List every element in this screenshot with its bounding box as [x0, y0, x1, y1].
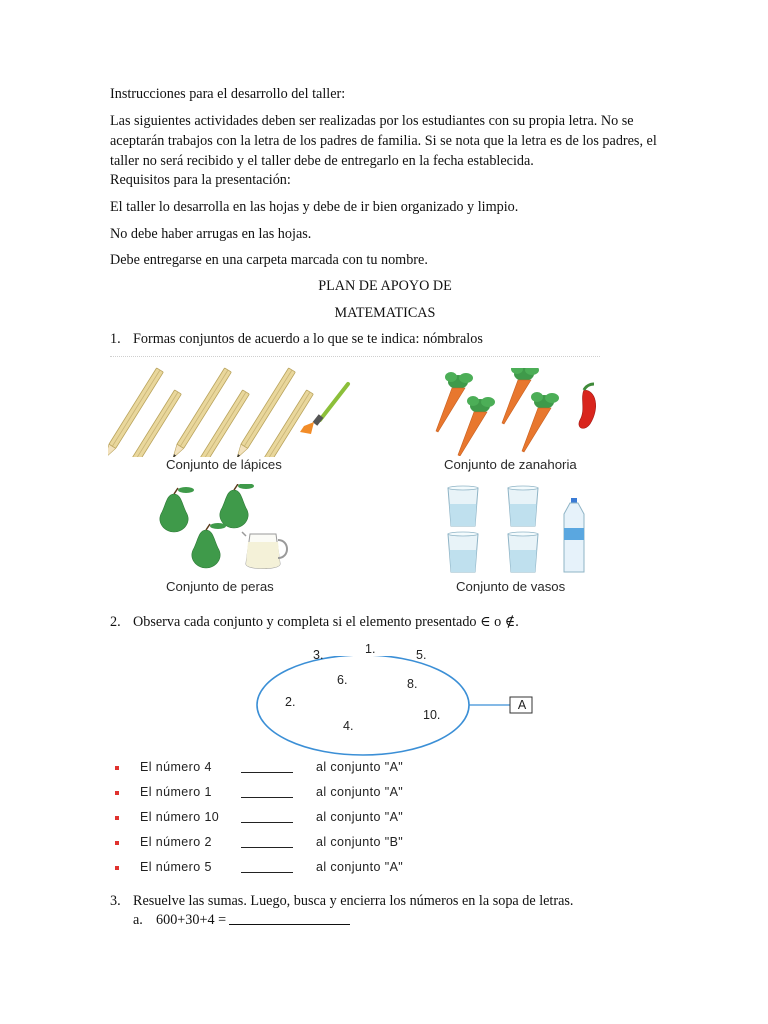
- set-element: 8.: [407, 677, 418, 691]
- statement-target: al conjunto "A": [316, 785, 404, 799]
- water-glass-icon: [448, 532, 478, 572]
- plan-title-line1: PLAN DE APOYO DE: [318, 278, 452, 294]
- bullet-icon: [115, 816, 119, 820]
- set-element: 6.: [337, 673, 348, 687]
- bullet-icon: [115, 791, 119, 795]
- answer-blank: [241, 797, 293, 798]
- statement-target: al conjunto "A": [316, 860, 404, 874]
- statement-target: al conjunto "A": [316, 760, 404, 774]
- exercise-3a-letter: a.: [133, 912, 143, 928]
- statement-number: El número 2: [140, 835, 212, 849]
- chili-pepper-icon: [579, 384, 596, 428]
- set-element: 4.: [343, 719, 354, 733]
- divider: [110, 356, 600, 357]
- pear-icon: [192, 523, 226, 568]
- statement-target: al conjunto "B": [316, 835, 404, 849]
- set-element: 10.: [423, 708, 441, 722]
- exercise-3-number: 3.: [110, 893, 121, 909]
- instructions-paragraph: [110, 111, 670, 171]
- paragraph-line: taller no será recibido y el taller debe de entregarlo en la fecha establecida.: [110, 153, 534, 169]
- pear-set-illustration: [150, 484, 300, 572]
- milk-jug-icon: [242, 532, 287, 569]
- answer-blank: [241, 822, 293, 823]
- water-glass-icon: [508, 532, 538, 572]
- exercise-1-number: 1.: [110, 331, 121, 347]
- requirement-1: El taller lo desarrolla en las hojas y debe de ir bien organizado y limpio.: [110, 199, 519, 215]
- caption-glasses: Conjunto de vasos: [456, 579, 566, 594]
- pencil-icon: [233, 368, 295, 457]
- paragraph-line: aceptarán trabajos con la letra de los padres de familia. Si se nota que la letra es de los padres, el: [110, 133, 657, 149]
- statement-number: El número 5: [140, 860, 212, 874]
- bullet-icon: [115, 766, 119, 770]
- pencil-icon: [169, 368, 231, 457]
- answer-blank: [241, 872, 293, 873]
- exercise-2-number: 2.: [110, 614, 121, 630]
- water-bottle-icon: [564, 498, 584, 572]
- pear-icon: [160, 487, 194, 532]
- caption-pears: Conjunto de peras: [166, 579, 274, 594]
- statement-number: El número 10: [140, 810, 220, 824]
- paragraph-line: Las siguientes actividades deben ser realizadas por los estudiantes con su propia letra. No se: [110, 113, 634, 129]
- bullet-icon: [115, 841, 119, 845]
- set-element: 1.: [365, 642, 376, 656]
- requirement-3: Debe entregarse en una carpeta marcada con tu nombre.: [110, 252, 428, 268]
- carrot-icon: [522, 392, 559, 452]
- pencil-set-illustration: [108, 362, 358, 457]
- set-a-label: A: [517, 698, 527, 712]
- requirements-heading: Requisitos para la presentación:: [110, 172, 291, 188]
- carrot-set-illustration: [428, 368, 608, 456]
- set-element: 5.: [416, 648, 427, 662]
- glass-set-illustration: [440, 484, 590, 576]
- statement-target: al conjunto "A": [316, 810, 404, 824]
- exercise-3-text: Resuelve las sumas. Luego, busca y encierra los números en la sopa de letras.: [133, 893, 574, 909]
- pear-icon: [220, 484, 254, 528]
- set-a-diagram: [248, 656, 548, 768]
- exercise-2-text: Observa cada conjunto y completa si el elemento presentado ∈ o ∉.: [133, 614, 519, 630]
- caption-carrots: Conjunto de zanahoria: [444, 457, 577, 472]
- carrot-icon: [458, 396, 495, 456]
- bullet-icon: [115, 866, 119, 870]
- set-element: 3.: [313, 648, 324, 662]
- statement-number: El número 1: [140, 785, 212, 799]
- exercise-1-text: Formas conjuntos de acuerdo a lo que se te indica: nómbralos: [133, 331, 483, 347]
- answer-blank: [241, 772, 293, 773]
- exercise-3a-answer-line[interactable]: [229, 924, 350, 925]
- pencil-icon: [108, 368, 163, 457]
- requirement-2: No debe haber arrugas en las hojas.: [110, 226, 312, 242]
- set-element: 2.: [285, 695, 296, 709]
- instructions-heading: Instrucciones para el desarrollo del taller:: [110, 86, 346, 102]
- exercise-3a-expression: 600+30+4 =: [156, 912, 227, 928]
- plan-title-line2: MATEMATICAS: [334, 305, 436, 321]
- water-glass-icon: [448, 486, 478, 526]
- statement-number: El número 4: [140, 760, 212, 774]
- answer-blank: [241, 847, 293, 848]
- caption-pencils: Conjunto de lápices: [166, 457, 282, 472]
- water-glass-icon: [508, 486, 538, 526]
